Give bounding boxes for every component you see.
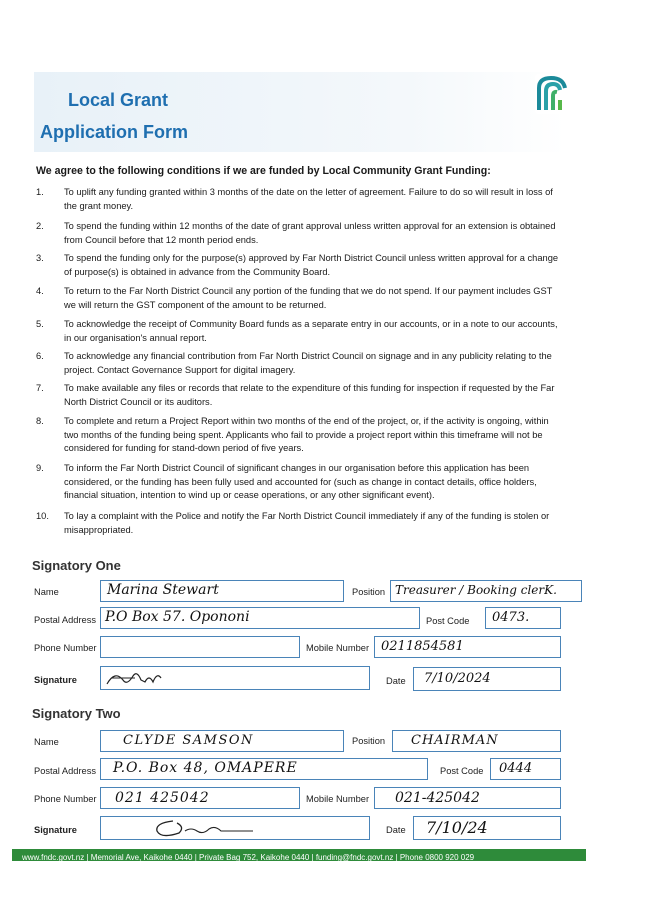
position-label: Position [352, 587, 386, 597]
condition-text: To make available any files or records that relate to the expenditure of this funding for inspection if requested by the Far North District Council or its auditors. [64, 383, 555, 407]
post-code-label: Post Code [426, 616, 470, 626]
form-title-line1: Local Grant [68, 90, 169, 110]
footer-contact: www.fndc.govt.nz | Memorial Ave, Kaikohe 0440 | Private Bag 752, Kaikohe 0440 | funding@fndc.govt.nz | Phone 0800 920 029 [22, 853, 475, 861]
signatory-two-mobile-value: 021-425042 [395, 790, 480, 806]
signatory-one-mobile-field[interactable] [374, 636, 561, 658]
condition-text: To uplift any funding granted within 3 months of the date on the letter of agreement. Failure to do so will result in loss of the grant money. [64, 187, 553, 211]
signatory-two-date-value: 7/10/24 [426, 818, 488, 837]
signatory-two-post-code-value: 0444 [499, 761, 533, 776]
signatory-two-signature-icon [151, 817, 261, 839]
name-label: Name [34, 737, 59, 747]
council-logo-icon [535, 74, 569, 114]
condition-text: To spend the funding within 12 months of the date of grant approval unless written approval for an extension is obtained from Council before that 12 month period ends. [64, 221, 556, 245]
condition-number: 10. [36, 511, 49, 521]
signatory-one-date-value: 7/10/2024 [424, 671, 491, 686]
condition-text: To return to the Far North District Council any portion of the funding that we do not spend. If our payment includes GST we will return the GST component of the amount to be returned. [64, 286, 553, 310]
date-label: Date [386, 825, 406, 835]
signatory-one-name-value: Marina Stewart [107, 582, 219, 598]
signatory-two-postal-address-field[interactable] [100, 758, 428, 780]
signatory-two-signature-field[interactable] [100, 816, 370, 840]
signatory-two-post-code-field[interactable] [490, 758, 561, 780]
form-title-line2: Application Form [40, 122, 188, 142]
signatory-one-signature-field[interactable] [100, 666, 370, 690]
signatory-one-position-field[interactable] [390, 580, 582, 602]
signatory-two-heading: Signatory Two [32, 706, 121, 721]
mobile-number-label: Mobile Number [306, 794, 370, 804]
name-label: Name [34, 587, 59, 597]
phone-number-label: Phone Number [34, 643, 97, 653]
signatory-one-post-code-value: 0473. [492, 610, 530, 625]
signatory-two-position-field[interactable] [392, 730, 561, 752]
condition-text: To complete and return a Project Report within two months of the end of the project, or, if the activity is ongoing, within two months of the funding being spent. Applicants who fail to provide a project report within this timeframe will not be considered for funding for stand-down period of five years. [64, 416, 549, 453]
condition-text: To acknowledge any financial contribution from Far North District Council on signage and in any publicity relating to the project. Contact Governance Support for digital imagery. [64, 351, 552, 375]
signatory-one-heading: Signatory One [32, 558, 121, 573]
condition-number: 9. [36, 463, 44, 473]
condition-text: To spend the funding only for the purpose(s) approved by Far North District Council unless written approval for a change of purpose(s) is obtained in advance from the Community Board. [64, 253, 559, 277]
condition-number: 8. [36, 416, 44, 426]
signatory-one-postal-address-value: P.O Box 57. Opononi [105, 609, 250, 625]
signatory-two-position-value: CHAIRMAN [411, 733, 499, 748]
condition-number: 2. [36, 221, 44, 231]
signatory-one-phone-field[interactable] [100, 636, 300, 658]
condition-text: To lay a complaint with the Police and notify the Far North District Council immediately if any of the funding is stolen or misappropriated. [64, 511, 550, 535]
conditions-intro: We agree to the following conditions if we are funded by Local Community Grant Funding: [36, 165, 491, 177]
position-label: Position [352, 736, 386, 746]
signatory-one-position-value: Treasurer / Booking clerK. [395, 583, 557, 597]
postal-address-label: Postal Address [34, 766, 97, 776]
post-code-label: Post Code [440, 766, 484, 776]
signatory-one-postal-address-field[interactable] [100, 607, 420, 629]
condition-number: 4. [36, 286, 44, 296]
signatory-two-phone-value: 021 425042 [115, 790, 210, 806]
signatory-two-date-field[interactable] [413, 816, 561, 840]
signatory-two-postal-address-value: P.O. Box 48, OMAPERE [113, 760, 298, 776]
signatory-one-post-code-field[interactable] [485, 607, 561, 629]
phone-number-label: Phone Number [34, 794, 97, 804]
condition-text: To inform the Far North District Council of significant changes in our organisation before this application has been considered, or the funding has been fully used and accounted for (such as change in contact details, office holders, financial situation, intention to wind up or cease operations, or any other significant event). [64, 463, 537, 500]
signatory-two-name-value: CLYDE SAMSON [123, 733, 254, 748]
postal-address-label: Postal Address [34, 615, 97, 625]
condition-number: 6. [36, 351, 44, 361]
signatory-one-name-field[interactable] [100, 580, 344, 602]
condition-number: 5. [36, 319, 44, 329]
condition-text: To acknowledge the receipt of Community Board funds as a separate entry in our accounts, or in a note to our accounts, in our organisation's annual report. [64, 319, 558, 343]
condition-number: 7. [36, 383, 44, 393]
signatory-one-date-field[interactable] [413, 667, 561, 691]
mobile-number-label: Mobile Number [306, 643, 370, 653]
date-label: Date [386, 676, 406, 686]
condition-number: 1. [36, 187, 44, 197]
signature-label: Signature [34, 675, 77, 685]
condition-number: 3. [36, 253, 44, 263]
signatory-two-mobile-field[interactable] [374, 787, 561, 809]
signatory-one-mobile-value: 0211854581 [381, 639, 464, 654]
signatory-two-phone-field[interactable] [100, 787, 300, 809]
signature-label: Signature [34, 825, 77, 835]
signatory-two-name-field[interactable] [100, 730, 344, 752]
signatory-one-signature-icon [105, 668, 175, 690]
